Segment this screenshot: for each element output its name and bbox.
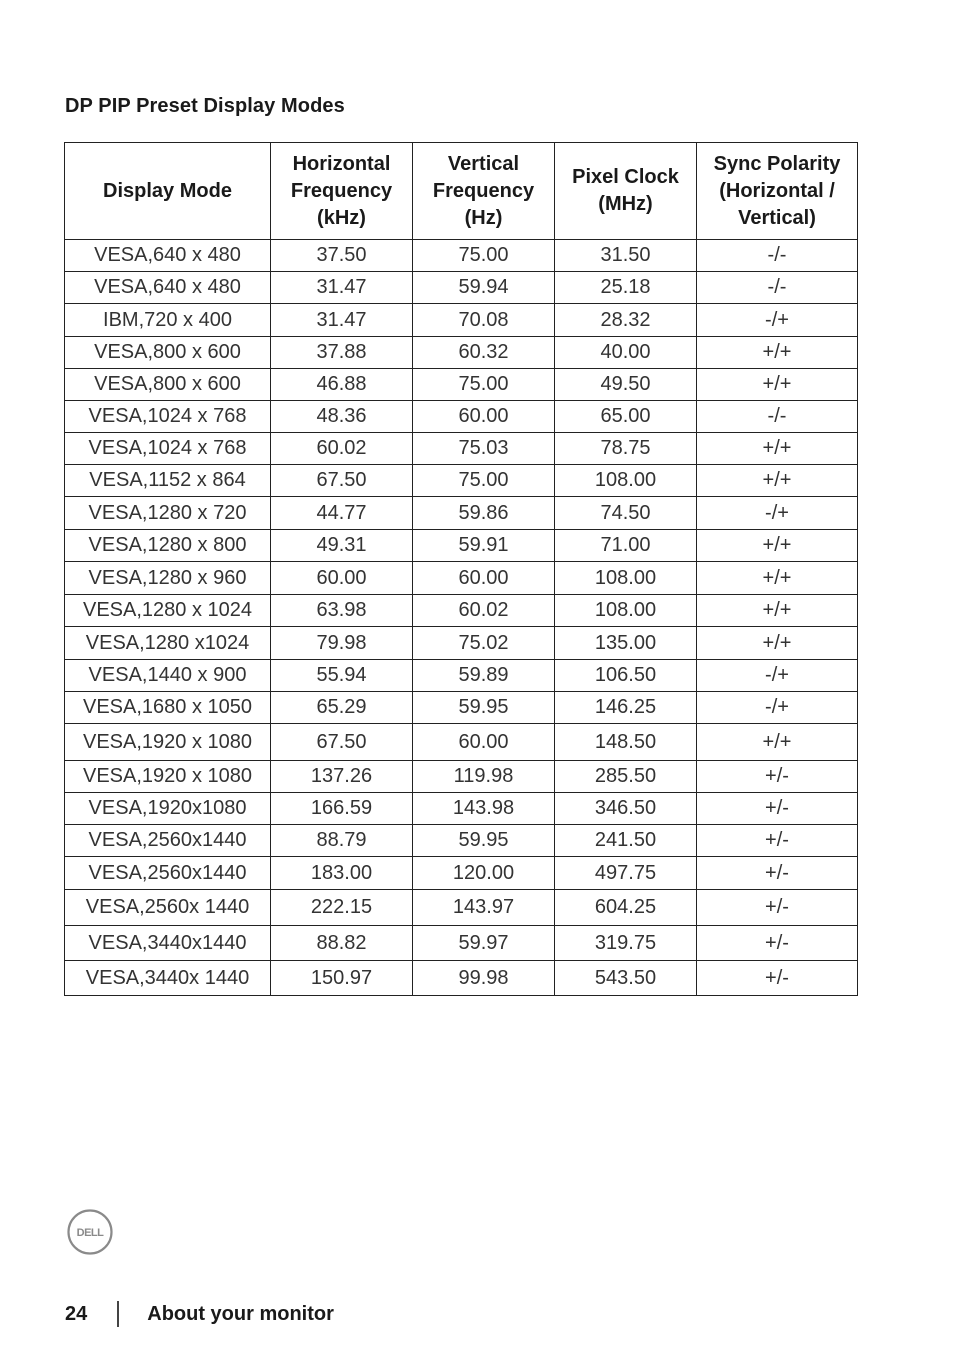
table-cell: -/+ <box>697 692 858 724</box>
table-cell: 31.50 <box>555 240 697 272</box>
table-row <box>65 304 858 337</box>
table-cell: +/+ <box>697 562 858 595</box>
table-cell: VESA,1280 x 960 <box>65 562 271 595</box>
table-cell: 46.88 <box>271 369 413 401</box>
table-row <box>65 369 858 401</box>
column-header <box>413 143 555 240</box>
footer-section-title: About your monitor <box>147 1302 334 1325</box>
table-cell: 65.29 <box>271 692 413 724</box>
table-cell: 60.00 <box>271 562 413 595</box>
table-row <box>65 627 858 660</box>
table-cell: 183.00 <box>271 857 413 890</box>
column-header-line: Frequency <box>432 179 535 202</box>
table-row <box>65 825 858 857</box>
table-row <box>65 890 858 926</box>
table-cell: 120.00 <box>413 857 555 890</box>
table-cell: 44.77 <box>271 497 413 530</box>
table-cell: +/- <box>697 793 858 825</box>
column-header-line: Display Mode <box>103 179 232 202</box>
table-cell: 75.00 <box>413 240 555 272</box>
table-cell: 70.08 <box>413 304 555 337</box>
table-cell: +/+ <box>697 369 858 401</box>
table-cell: VESA,1024 x 768 <box>65 401 271 433</box>
table-cell: 59.95 <box>413 692 555 724</box>
table-cell: -/+ <box>697 304 858 337</box>
table-row <box>65 530 858 562</box>
table-row <box>65 562 858 595</box>
table-cell: 59.91 <box>413 530 555 562</box>
table-cell: 67.50 <box>271 465 413 497</box>
table-cell: 60.32 <box>413 337 555 369</box>
table-cell: 48.36 <box>271 401 413 433</box>
table-row <box>65 465 858 497</box>
table-cell: VESA,1440 x 900 <box>65 660 271 692</box>
column-header-line: Vertical <box>447 152 520 175</box>
table-row <box>65 240 858 272</box>
table-row <box>65 433 858 465</box>
table-cell: VESA,3440x1440 <box>65 926 271 961</box>
table-cell: VESA,1920x1080 <box>65 793 271 825</box>
column-header-line: (Horizontal / <box>719 179 835 202</box>
table-cell: +/+ <box>697 724 858 761</box>
table-cell: -/- <box>697 240 858 272</box>
table-row <box>65 761 858 793</box>
table-header-row <box>65 143 858 240</box>
table-cell: 60.00 <box>413 724 555 761</box>
table-cell: 241.50 <box>555 825 697 857</box>
table-cell: 137.26 <box>271 761 413 793</box>
page-number: 24 <box>65 1302 88 1325</box>
table-cell: 49.31 <box>271 530 413 562</box>
table-cell: 148.50 <box>555 724 697 761</box>
table-cell: 63.98 <box>271 595 413 627</box>
table-cell: 497.75 <box>555 857 697 890</box>
table-cell: 60.02 <box>271 433 413 465</box>
table-cell: +/+ <box>697 337 858 369</box>
table-cell: VESA,2560x 1440 <box>65 890 271 926</box>
table-cell: +/+ <box>697 433 858 465</box>
table-cell: VESA,1280 x 1024 <box>65 595 271 627</box>
table-cell: 99.98 <box>413 961 555 996</box>
column-header-line: (Hz) <box>464 206 503 229</box>
display-modes-table <box>64 142 858 996</box>
table-row <box>65 692 858 724</box>
table-cell: 78.75 <box>555 433 697 465</box>
table-cell: 25.18 <box>555 272 697 304</box>
table-cell: 59.95 <box>413 825 555 857</box>
table-cell: 65.00 <box>555 401 697 433</box>
table-cell: 59.94 <box>413 272 555 304</box>
table-row <box>65 961 858 996</box>
table-row <box>65 724 858 761</box>
table-cell: 60.00 <box>413 562 555 595</box>
table-cell: 108.00 <box>555 465 697 497</box>
table-cell: 285.50 <box>555 761 697 793</box>
table-cell: 88.82 <box>271 926 413 961</box>
table-cell: 135.00 <box>555 627 697 660</box>
table-cell: 67.50 <box>271 724 413 761</box>
table-cell: 88.79 <box>271 825 413 857</box>
table-cell: 146.25 <box>555 692 697 724</box>
table-cell: 604.25 <box>555 890 697 926</box>
table-row <box>65 337 858 369</box>
table-cell: -/+ <box>697 660 858 692</box>
column-header <box>697 143 858 240</box>
section-title: DP PIP Preset Display Modes <box>65 95 345 117</box>
column-header-line: Frequency <box>290 179 393 202</box>
table-cell: VESA,2560x1440 <box>65 825 271 857</box>
table-cell: 106.50 <box>555 660 697 692</box>
table-cell: +/- <box>697 961 858 996</box>
table-cell: +/+ <box>697 465 858 497</box>
table-row <box>65 793 858 825</box>
table-cell: 60.02 <box>413 595 555 627</box>
table-row <box>65 401 858 433</box>
table-cell: 150.97 <box>271 961 413 996</box>
table-cell: 79.98 <box>271 627 413 660</box>
table-cell: 59.89 <box>413 660 555 692</box>
table-cell: +/+ <box>697 530 858 562</box>
table-cell: +/+ <box>697 595 858 627</box>
table-cell: VESA,1920 x 1080 <box>65 761 271 793</box>
footer-divider <box>117 1301 119 1327</box>
table-row <box>65 857 858 890</box>
table-cell: -/+ <box>697 497 858 530</box>
dell-logo-icon <box>67 1209 113 1255</box>
table-cell: 166.59 <box>271 793 413 825</box>
table-cell: VESA,800 x 600 <box>65 369 271 401</box>
table-cell: 346.50 <box>555 793 697 825</box>
table-cell: 319.75 <box>555 926 697 961</box>
table-cell: 59.86 <box>413 497 555 530</box>
table-row <box>65 497 858 530</box>
table-cell: 543.50 <box>555 961 697 996</box>
table-cell: 37.88 <box>271 337 413 369</box>
column-header <box>271 143 413 240</box>
table-cell: VESA,640 x 480 <box>65 240 271 272</box>
column-header <box>555 143 697 240</box>
table-row <box>65 926 858 961</box>
table-cell: 74.50 <box>555 497 697 530</box>
table-cell: 28.32 <box>555 304 697 337</box>
table-cell: 75.02 <box>413 627 555 660</box>
table-cell: VESA,1024 x 768 <box>65 433 271 465</box>
table-cell: VESA,2560x1440 <box>65 857 271 890</box>
table-cell: 75.00 <box>413 369 555 401</box>
column-header-line: Sync Polarity <box>713 152 841 175</box>
page-footer <box>65 1300 334 1328</box>
table-cell: +/- <box>697 761 858 793</box>
table-cell: VESA,1280 x 800 <box>65 530 271 562</box>
column-header <box>65 143 271 240</box>
table-cell: VESA,1920 x 1080 <box>65 724 271 761</box>
table-cell: 108.00 <box>555 562 697 595</box>
table-cell: -/- <box>697 401 858 433</box>
table-cell: +/- <box>697 926 858 961</box>
table-row <box>65 272 858 304</box>
column-header-line: Pixel Clock <box>572 166 679 188</box>
table-cell: 37.50 <box>271 240 413 272</box>
table-cell: VESA,800 x 600 <box>65 337 271 369</box>
table-cell: VESA,3440x 1440 <box>65 961 271 996</box>
column-header-line: Horizontal <box>292 152 391 175</box>
table-cell: +/+ <box>697 627 858 660</box>
table-cell: 59.97 <box>413 926 555 961</box>
table-cell: +/- <box>697 825 858 857</box>
svg-text:DELL: DELL <box>76 1227 104 1239</box>
table-cell: 75.03 <box>413 433 555 465</box>
table-cell: VESA,1280 x1024 <box>65 627 271 660</box>
column-header-line: (kHz) <box>317 206 366 229</box>
table-cell: 31.47 <box>271 304 413 337</box>
column-header-line: Vertical) <box>738 206 816 229</box>
table-body <box>65 240 858 996</box>
table-cell: VESA,640 x 480 <box>65 272 271 304</box>
table-cell: 71.00 <box>555 530 697 562</box>
table-row <box>65 595 858 627</box>
table-cell: VESA,1680 x 1050 <box>65 692 271 724</box>
table-row <box>65 660 858 692</box>
table-cell: +/- <box>697 857 858 890</box>
table-cell: 75.00 <box>413 465 555 497</box>
table-cell: +/- <box>697 890 858 926</box>
table-cell: 49.50 <box>555 369 697 401</box>
table-cell: 55.94 <box>271 660 413 692</box>
table-cell: 40.00 <box>555 337 697 369</box>
table-cell: 119.98 <box>413 761 555 793</box>
table-cell: VESA,1280 x 720 <box>65 497 271 530</box>
table-cell: -/- <box>697 272 858 304</box>
table-cell: 143.98 <box>413 793 555 825</box>
table-cell: 222.15 <box>271 890 413 926</box>
table-cell: 60.00 <box>413 401 555 433</box>
table-cell: IBM,720 x 400 <box>65 304 271 337</box>
table-cell: 143.97 <box>413 890 555 926</box>
table-cell: 31.47 <box>271 272 413 304</box>
column-header-line: (MHz) <box>598 193 653 215</box>
table-cell: VESA,1152 x 864 <box>65 465 271 497</box>
table-cell: 108.00 <box>555 595 697 627</box>
